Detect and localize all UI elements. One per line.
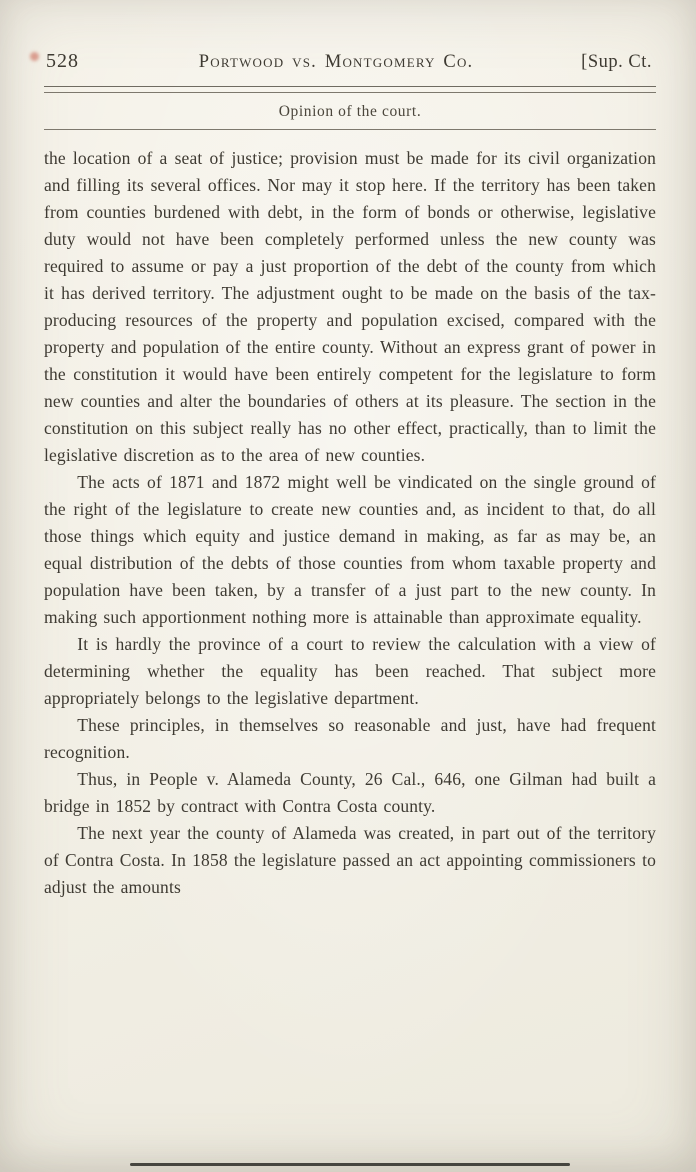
paragraph-continuation: the location of a seat of justice; provision must be made for its civil organization and filling its several offices. Nor may it stop here. If the territory has been taken from counties burdened with debt, in the form of bonds or otherwise, legislative duty would not have been completely performed unless the new county was required to assume or pay a just proportion of the debt of the county from which it has derived territory. The adjustment ought to be made on the basis of the tax-producing resources of the property and population excised, compared with the property and population of the entire county. Without an express grant of power in the constitution it would have been entirely competent for the legislature to form new counties and alter the boundaries of others at its pleasure. The section in the constitution on this subject really has no other effect, practically, than to limit the legislative discretion as to the area of new counties. bbox=[44, 148, 656, 465]
court-label: [Sup. Ct. bbox=[581, 52, 652, 72]
paragraph: The next year the county of Alameda was created, in part out of the territory of Contra Costa. In 1858 the legislature passed an act appointing commissioners to adjust the amounts bbox=[44, 823, 656, 897]
paragraph: It is hardly the province of a court to review the calculation with a view of determining whether the equality has been reached. That subject more appropriately belongs to the legislative department. bbox=[44, 634, 656, 708]
paragraph: These principles, in themselves so reasonable and just, have had frequent recognition. bbox=[44, 715, 656, 762]
single-rule bbox=[44, 129, 656, 130]
page-header bbox=[44, 44, 656, 73]
page-number: 528 bbox=[46, 50, 79, 72]
paragraph: Thus, in People v. Alameda County, 26 Cal., 646, one Gilman had built a bridge in 1852 by contract with Contra Costa county. bbox=[44, 769, 656, 816]
case-title: Portwood vs. Montgomery Co. bbox=[198, 52, 474, 72]
scan-edge-artifact bbox=[130, 1163, 570, 1166]
paragraph: The acts of 1871 and 1872 might well be vindicated on the single ground of the right of the legislature to create new counties and, as incident to that, do all those things which equity and justice demand in making, as far as may be, an equal distribution of the debts of those counties from whom taxable property and population have been taken, by a transfer of a just part to the new county. In making such apportionment nothing more is attainable than approximate equality. bbox=[44, 472, 656, 627]
double-rule bbox=[44, 86, 656, 93]
opinion-text bbox=[44, 145, 656, 901]
running-head: Opinion of the court. bbox=[278, 103, 422, 120]
red-ink-mark bbox=[30, 52, 39, 61]
